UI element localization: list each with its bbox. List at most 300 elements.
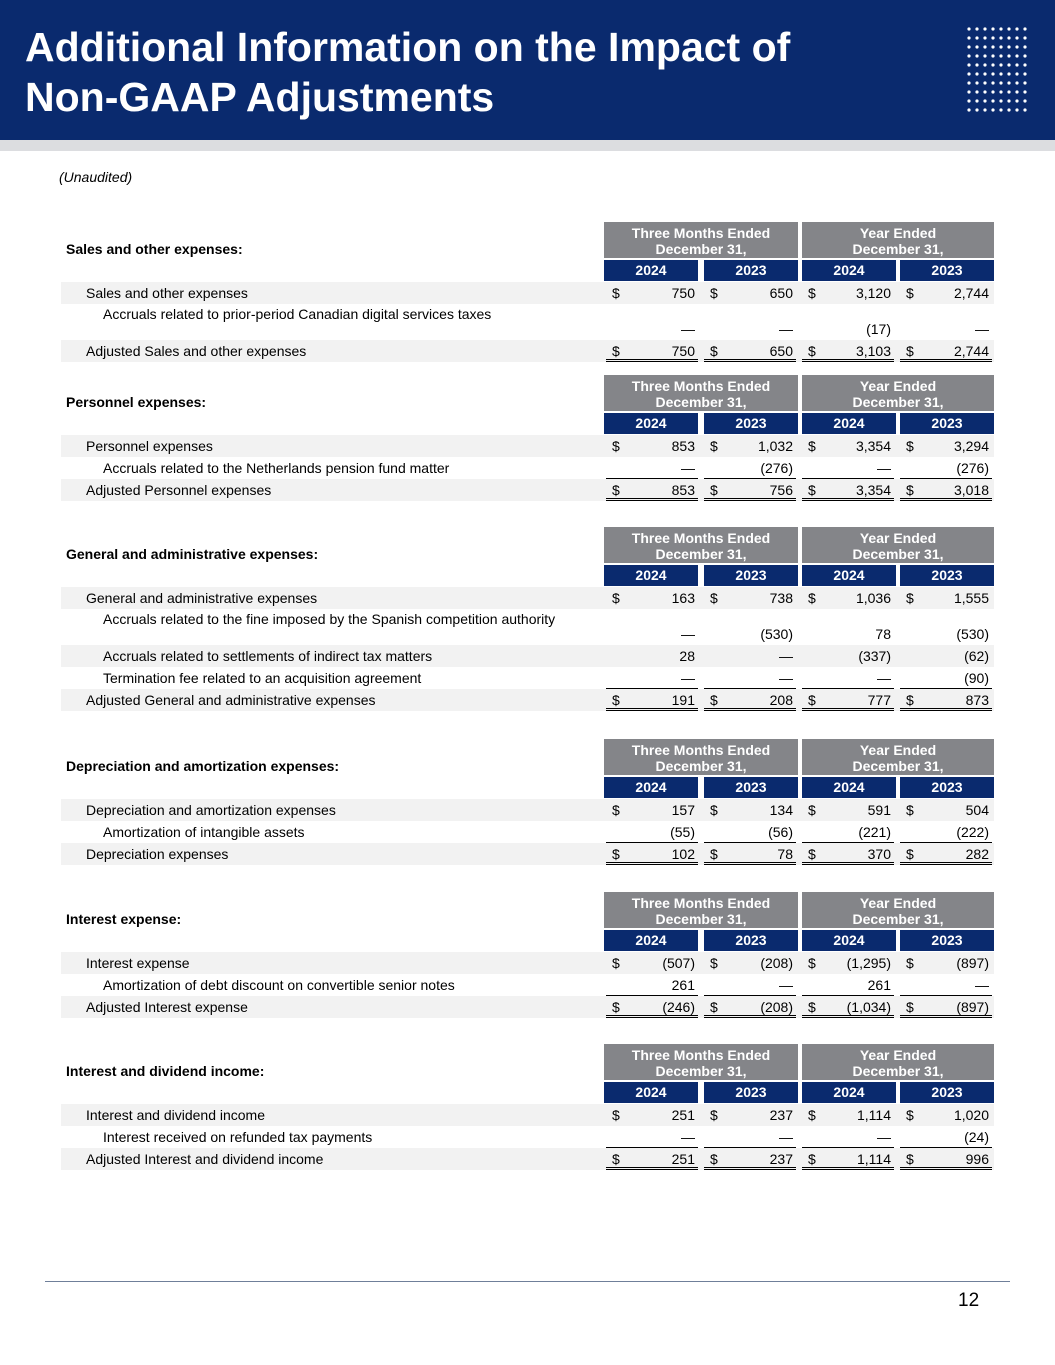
- year-header: 2024: [604, 930, 698, 951]
- column-group-header: [604, 739, 798, 775]
- table-row: [61, 1148, 994, 1170]
- column-group-header: [802, 739, 994, 775]
- value-cell: [802, 435, 894, 457]
- year-header: 2023: [704, 260, 798, 281]
- cell-value: (55): [670, 824, 695, 840]
- column-group-header-line: December 31,: [852, 546, 944, 562]
- decor-dot: [991, 63, 994, 66]
- value-cell: [704, 457, 796, 479]
- column-group-header-line: Three Months Ended: [631, 378, 771, 394]
- decor-dot: [991, 90, 994, 93]
- cell-value: 261: [867, 977, 891, 993]
- section-title: Interest expense:: [66, 911, 182, 927]
- value-cell: [802, 1104, 894, 1126]
- currency-symbol: $: [808, 482, 816, 498]
- value-cell: [900, 974, 992, 996]
- decor-dot: [991, 27, 994, 30]
- cell-value: 157: [671, 802, 695, 818]
- value-cell: [900, 799, 992, 821]
- table-row: [61, 435, 994, 457]
- page-title: [25, 22, 790, 122]
- value-cell: [704, 645, 796, 667]
- cell-value: (897): [956, 999, 989, 1015]
- column-group-header-line: December 31,: [655, 911, 747, 927]
- cell-value: 3,294: [953, 438, 989, 454]
- currency-symbol: $: [612, 802, 620, 818]
- decor-dot: [991, 108, 994, 111]
- year-header: 2024: [802, 930, 896, 951]
- column-group-header-line: Year Ended: [859, 742, 937, 758]
- currency-symbol: $: [710, 482, 718, 498]
- row-label: Adjusted Interest expense: [86, 999, 248, 1015]
- table-row: [61, 1126, 994, 1148]
- decor-dot: [999, 90, 1002, 93]
- decor-dot: [1007, 72, 1010, 75]
- column-group-header-line: December 31,: [655, 1063, 747, 1079]
- currency-symbol: $: [808, 955, 816, 971]
- cell-value: 650: [769, 343, 793, 359]
- cell-value: 1,020: [953, 1107, 989, 1123]
- section-3: [61, 739, 994, 899]
- value-cell: [606, 952, 698, 974]
- currency-symbol: $: [710, 846, 718, 862]
- value-cell: [900, 689, 992, 711]
- value-cell: [606, 799, 698, 821]
- value-cell: [900, 340, 992, 362]
- cell-value: 78: [777, 846, 793, 862]
- cell-value: —: [975, 321, 989, 337]
- currency-symbol: $: [612, 955, 620, 971]
- value-cell: [802, 667, 894, 689]
- decor-dot: [1023, 36, 1026, 39]
- currency-symbol: $: [808, 343, 816, 359]
- currency-symbol: $: [612, 1151, 620, 1167]
- cell-value: (221): [858, 824, 891, 840]
- cell-value: —: [779, 977, 793, 993]
- row-label: Personnel expenses: [86, 438, 213, 454]
- cell-value: (897): [956, 955, 989, 971]
- value-cell: [606, 689, 698, 711]
- decor-dot: [983, 63, 986, 66]
- decor-dot: [975, 72, 978, 75]
- value-cell: [900, 587, 992, 609]
- cell-value: 756: [769, 482, 793, 498]
- decor-dot: [983, 36, 986, 39]
- decor-dot: [983, 72, 986, 75]
- currency-symbol: $: [612, 590, 620, 606]
- currency-symbol: $: [710, 285, 718, 301]
- table-row: [61, 799, 994, 821]
- value-cell: [704, 435, 796, 457]
- currency-symbol: $: [906, 343, 914, 359]
- value-cell: [802, 974, 894, 996]
- value-cell: [606, 340, 698, 362]
- cell-value: 504: [965, 802, 989, 818]
- row-label: Accruals related to prior-period Canadian digital services taxes: [103, 306, 492, 322]
- column-group-header-line: December 31,: [852, 758, 944, 774]
- value-cell: [802, 689, 894, 711]
- value-cell: [704, 1104, 796, 1126]
- decor-dot: [983, 54, 986, 57]
- cell-value: (208): [760, 999, 793, 1015]
- column-group-header: [802, 527, 994, 563]
- value-cell: [704, 609, 796, 645]
- cell-value: —: [681, 670, 695, 686]
- decor-dot: [967, 27, 970, 30]
- decor-dot: [1007, 90, 1010, 93]
- currency-symbol: $: [808, 438, 816, 454]
- currency-symbol: $: [710, 438, 718, 454]
- cell-value: 650: [769, 285, 793, 301]
- year-header: 2023: [900, 930, 994, 951]
- currency-symbol: $: [612, 285, 620, 301]
- cell-value: 2,744: [953, 343, 989, 359]
- decor-dot: [999, 108, 1002, 111]
- cell-value: (56): [768, 824, 793, 840]
- section-1: [61, 375, 994, 535]
- table-row: [61, 282, 994, 304]
- currency-symbol: $: [710, 692, 718, 708]
- year-header: 2024: [604, 777, 698, 798]
- decor-dot: [975, 27, 978, 30]
- row-label: Accruals related to settlements of indirect tax matters: [103, 648, 433, 664]
- cell-value: (276): [956, 460, 989, 476]
- column-group-header-line: Year Ended: [859, 530, 937, 546]
- cell-value: 78: [875, 626, 891, 642]
- decor-dot: [975, 63, 978, 66]
- dot-grid-decoration-icon: [966, 26, 1030, 114]
- year-header: 2023: [704, 930, 798, 951]
- currency-symbol: $: [612, 438, 620, 454]
- year-header: 2023: [900, 260, 994, 281]
- table-row: [61, 952, 994, 974]
- value-cell: [900, 1126, 992, 1148]
- decor-dot: [967, 36, 970, 39]
- cell-value: 1,114: [857, 1107, 891, 1123]
- cell-value: 3,120: [855, 285, 891, 301]
- year-header: 2023: [704, 565, 798, 586]
- cell-value: (507): [662, 955, 695, 971]
- value-cell: [900, 609, 992, 645]
- column-group-header: [802, 222, 994, 258]
- section-2: [61, 527, 994, 708]
- currency-symbol: $: [612, 999, 620, 1015]
- currency-symbol: $: [808, 802, 816, 818]
- cell-value: —: [779, 321, 793, 337]
- currency-symbol: $: [906, 999, 914, 1015]
- decor-dot: [999, 45, 1002, 48]
- value-cell: [802, 821, 894, 843]
- cell-value: (222): [956, 824, 989, 840]
- value-cell: [606, 645, 698, 667]
- currency-symbol: $: [808, 692, 816, 708]
- year-header: 2024: [802, 777, 896, 798]
- value-cell: [900, 1104, 992, 1126]
- value-cell: [802, 282, 894, 304]
- cell-value: 750: [671, 343, 695, 359]
- value-cell: [802, 340, 894, 362]
- decor-dot: [1015, 108, 1018, 111]
- decor-dot: [1007, 81, 1010, 84]
- column-group-header-line: December 31,: [852, 1063, 944, 1079]
- value-cell: [704, 689, 796, 711]
- decor-dot: [1015, 72, 1018, 75]
- year-header: 2024: [604, 260, 698, 281]
- decor-dot: [1015, 54, 1018, 57]
- value-cell: [900, 952, 992, 974]
- decor-dot: [975, 90, 978, 93]
- cell-value: (276): [760, 460, 793, 476]
- table-row: [61, 689, 994, 711]
- cell-value: 738: [769, 590, 793, 606]
- currency-symbol: $: [906, 590, 914, 606]
- table-row: [61, 340, 994, 362]
- section-0: [61, 222, 994, 382]
- value-cell: [900, 282, 992, 304]
- currency-symbol: $: [808, 1151, 816, 1167]
- cell-value: (24): [964, 1129, 989, 1145]
- value-cell: [606, 821, 698, 843]
- cell-value: 3,018: [953, 482, 989, 498]
- cell-value: 208: [769, 692, 793, 708]
- section-title: Sales and other expenses:: [66, 241, 243, 257]
- title-banner: [0, 0, 1055, 140]
- column-group-header-line: December 31,: [852, 911, 944, 927]
- cell-value: 1,032: [757, 438, 793, 454]
- cell-value: 370: [867, 846, 891, 862]
- decor-dot: [983, 45, 986, 48]
- cell-value: —: [779, 670, 793, 686]
- cell-value: 3,354: [855, 482, 891, 498]
- value-cell: [606, 1126, 698, 1148]
- value-cell: [900, 996, 992, 1018]
- table-row: [61, 843, 994, 865]
- value-cell: [606, 304, 698, 341]
- currency-symbol: $: [808, 1107, 816, 1123]
- value-cell: [802, 587, 894, 609]
- currency-symbol: $: [808, 590, 816, 606]
- value-cell: [704, 843, 796, 865]
- row-label: Depreciation expenses: [86, 846, 229, 862]
- cell-value: 134: [769, 802, 793, 818]
- cell-value: 191: [671, 692, 695, 708]
- year-header: 2023: [900, 413, 994, 434]
- value-cell: [900, 667, 992, 689]
- row-label: Interest and dividend income: [86, 1107, 265, 1123]
- year-header: 2024: [802, 260, 896, 281]
- column-group-header-line: December 31,: [655, 241, 747, 257]
- decor-dot: [1015, 36, 1018, 39]
- decor-dot: [967, 81, 970, 84]
- value-cell: [802, 843, 894, 865]
- column-group-header-line: Year Ended: [859, 225, 937, 241]
- row-label: Accruals related to the Netherlands pension fund matter: [103, 460, 450, 476]
- table-row: [61, 996, 994, 1018]
- currency-symbol: $: [906, 1151, 914, 1167]
- row-label: Adjusted Personnel expenses: [86, 482, 272, 498]
- cell-value: 28: [679, 648, 695, 664]
- currency-symbol: $: [612, 482, 620, 498]
- row-label: Amortization of debt discount on convertible senior notes: [103, 977, 455, 993]
- cell-value: 873: [965, 692, 989, 708]
- decor-dot: [991, 54, 994, 57]
- row-label: General and administrative expenses: [86, 590, 318, 606]
- decor-dot: [1023, 54, 1026, 57]
- cell-value: —: [681, 1129, 695, 1145]
- unaudited-note: (Unaudited): [59, 169, 133, 185]
- decor-dot: [975, 99, 978, 102]
- decor-dot: [991, 81, 994, 84]
- cell-value: —: [779, 648, 793, 664]
- cell-value: (208): [760, 955, 793, 971]
- value-cell: [606, 282, 698, 304]
- section-5: [61, 1044, 994, 1204]
- decor-dot: [1007, 54, 1010, 57]
- column-group-header-line: Year Ended: [859, 378, 937, 394]
- decor-dot: [975, 36, 978, 39]
- section-title: Depreciation and amortization expenses:: [66, 758, 340, 774]
- row-label: Amortization of intangible assets: [103, 824, 305, 840]
- cell-value: (1,034): [846, 999, 891, 1015]
- cell-value: —: [681, 321, 695, 337]
- cell-value: (62): [964, 648, 989, 664]
- year-header: 2023: [704, 1082, 798, 1103]
- decor-dot: [1015, 99, 1018, 102]
- column-group-header-line: Year Ended: [859, 895, 937, 911]
- cell-value: —: [877, 670, 891, 686]
- value-cell: [704, 1148, 796, 1170]
- value-cell: [900, 645, 992, 667]
- cell-value: —: [681, 626, 695, 642]
- cell-value: 853: [671, 438, 695, 454]
- table-row: [61, 609, 994, 645]
- cell-value: 996: [965, 1151, 989, 1167]
- value-cell: [704, 587, 796, 609]
- page-number: 12: [958, 1290, 980, 1311]
- row-label: Depreciation and amortization expenses: [86, 802, 336, 818]
- value-cell: [606, 843, 698, 865]
- decor-dot: [1023, 45, 1026, 48]
- cell-value: 777: [867, 692, 891, 708]
- cell-value: 3,354: [855, 438, 891, 454]
- table-row: [61, 667, 994, 689]
- year-header: 2023: [704, 777, 798, 798]
- decor-dot: [983, 108, 986, 111]
- cell-value: 1,555: [953, 590, 989, 606]
- year-header: 2024: [802, 413, 896, 434]
- cell-value: 261: [671, 977, 695, 993]
- value-cell: [704, 974, 796, 996]
- value-cell: [900, 457, 992, 479]
- column-group-header: [604, 892, 798, 928]
- value-cell: [900, 435, 992, 457]
- decor-dot: [1015, 81, 1018, 84]
- row-label: Adjusted Sales and other expenses: [86, 343, 307, 359]
- cell-value: 237: [769, 1151, 793, 1167]
- currency-symbol: $: [612, 343, 620, 359]
- decor-dot: [975, 54, 978, 57]
- decor-dot: [1023, 27, 1026, 30]
- decor-dot: [999, 27, 1002, 30]
- table-row: [61, 587, 994, 609]
- decor-dot: [1023, 99, 1026, 102]
- cell-value: —: [877, 460, 891, 476]
- decor-dot: [999, 99, 1002, 102]
- section-title: Interest and dividend income:: [66, 1063, 265, 1079]
- decor-dot: [983, 99, 986, 102]
- cell-value: (530): [760, 626, 793, 642]
- value-cell: [704, 821, 796, 843]
- page-title-line-1: Additional Information on the Impact of: [25, 24, 791, 70]
- cell-value: (337): [858, 648, 891, 664]
- table-row: [61, 645, 994, 667]
- cell-value: (246): [662, 999, 695, 1015]
- currency-symbol: $: [710, 802, 718, 818]
- column-group-header-line: December 31,: [852, 241, 944, 257]
- column-group-header-line: Three Months Ended: [631, 895, 771, 911]
- row-label: Interest expense: [86, 955, 190, 971]
- column-group-header: [802, 1044, 994, 1080]
- decor-dot: [1015, 90, 1018, 93]
- value-cell: [704, 340, 796, 362]
- currency-symbol: $: [710, 343, 718, 359]
- cell-value: 750: [671, 285, 695, 301]
- currency-symbol: $: [906, 692, 914, 708]
- decor-dot: [1007, 27, 1010, 30]
- value-cell: [606, 435, 698, 457]
- decor-dot: [1015, 27, 1018, 30]
- decor-dot: [967, 90, 970, 93]
- currency-symbol: $: [710, 999, 718, 1015]
- row-label: Termination fee related to an acquisition agreement: [103, 670, 422, 686]
- decor-dot: [1023, 90, 1026, 93]
- currency-symbol: $: [710, 1151, 718, 1167]
- currency-symbol: $: [906, 482, 914, 498]
- currency-symbol: $: [710, 1107, 718, 1123]
- decor-dot: [991, 99, 994, 102]
- decor-dot: [1023, 72, 1026, 75]
- cell-value: 251: [671, 1151, 695, 1167]
- section-title: General and administrative expenses:: [66, 546, 319, 562]
- table-row: [61, 479, 994, 501]
- decor-dot: [983, 90, 986, 93]
- decor-dot: [1023, 108, 1026, 111]
- decor-dot: [991, 36, 994, 39]
- value-cell: [606, 667, 698, 689]
- cell-value: —: [975, 977, 989, 993]
- currency-symbol: $: [906, 438, 914, 454]
- decor-dot: [999, 36, 1002, 39]
- cell-value: 251: [671, 1107, 695, 1123]
- column-group-header-line: December 31,: [655, 546, 747, 562]
- cell-value: 1,114: [857, 1151, 891, 1167]
- year-header: 2024: [802, 565, 896, 586]
- value-cell: [606, 609, 698, 645]
- currency-symbol: $: [612, 846, 620, 862]
- decor-dot: [967, 108, 970, 111]
- header-divider-band: [0, 140, 1055, 151]
- currency-symbol: $: [906, 955, 914, 971]
- decor-dot: [967, 63, 970, 66]
- column-group-header-line: Three Months Ended: [631, 742, 771, 758]
- column-group-header: [604, 1044, 798, 1080]
- year-header: 2024: [604, 413, 698, 434]
- column-group-header-line: Three Months Ended: [631, 530, 771, 546]
- row-label: Accruals related to the fine imposed by the Spanish competition authority: [103, 611, 556, 627]
- page-title-line-2: Non-GAAP Adjustments: [25, 74, 495, 120]
- decor-dot: [991, 72, 994, 75]
- value-cell: [802, 952, 894, 974]
